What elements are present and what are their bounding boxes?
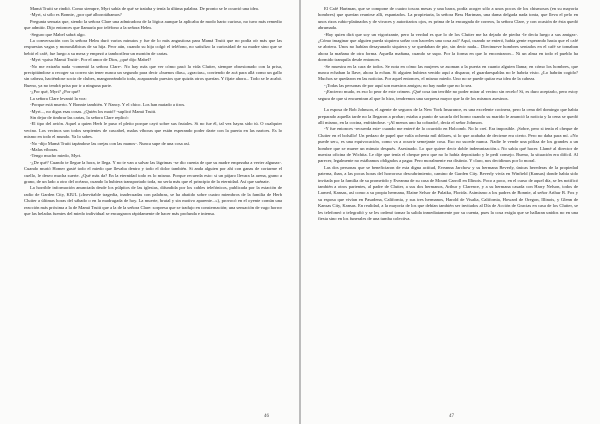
paragraph: -Tengo mucho miedo, Myrt. <box>30 153 82 159</box>
page-number: 46 <box>264 414 269 419</box>
paragraph: -¿Por qué, Myrt? ¿Por qué? <box>30 89 81 95</box>
paragraph: -Porque está muerto. Y Bonnie también. Y Nancy. Y el chico. Los han matado a tiros. <box>30 102 186 108</box>
paragraph: -Myrt -quiso Mamá Truitt-. Por el amor de Dios, ¿qué dijo Mabel? <box>30 57 152 63</box>
paragraph: La horrible información anunciada desde los púlpitos de las iglesias, difundida por los cables telefónicos, publicada por la estación de radio de Garden City, KIUL («Inevitable tragedia, inadecuadas con palabras, se ha abatido sobre cuatro miembros de la familia de Herb Clutter a últimas horas del sábado o en la madrugada de hoy. La muerte, brutal y sin motivo aparente...»), provocó en el oyente común una reacción más próxima a la de Mamá Truitt que a la de la señora Clare: sorpresa que se tradujo en consternación; una sensación de vago horror que las heladas fuentes del miedo individual se encargaron rápidamente de hacer más profunda e intensa. <box>24 185 282 216</box>
left-page-text <box>24 6 282 406</box>
paragraph: La conversación con la señora Helm duró varios minutos y fue de lo más angustiosa para Mamá Truitt que no podía oír más que las respuestas vagas y monosilábicas de su hija. Peor aún, cuando su hija colgó el teléfono, no satisfizo la curiosidad de su madre sino que se bebió el café, fue luego a su mesa y empezó a tamborilear un montón de cartas. <box>24 38 282 56</box>
paragraph: -No -dijo Mamá Truitt tapándose las orejas con las manos-. Nunca supe de una cosa así. <box>30 140 190 146</box>
paragraph: -¿De qué? Cuando te llegue la hora, te llega. Y no te van a salvar las lágrimas -se dio cuenta de que su madre empezaba a verter algunas-. Cuando murió Homer gasté todo el miedo que llevaba dentro y todo el dolor también. Si anda alguien por ahí con ganas de cortarme el cuello, le deseo mucha suerte. ¿Qué más da? En la eternidad todo es lo mismo. Porque recuerda esto: si un pájaro llevara la arena, grano a grano, de un lado a otro del océano, cuando la hubiera transportado toda, no sería más que el principio de la eternidad. Así que suénate. <box>24 159 282 184</box>
paragraph: -Myrt..., no digas esas cosas. ¿Quién los mató? -suplicó Mamá Truitt. <box>30 108 157 114</box>
paragraph: La señora Clare levantó la voz: <box>30 95 87 101</box>
paragraph: -¡Encierro mudo, es eso lo peor de este crimen. ¡Qué cosa tan terrible no poder mirar al vecino sin recelo! Sí, es duro aceptarlo, pero estoy segura de que si encuentran al que lo hizo, tendremos una sorpresa mayor que la de los mismos asesinos. <box>318 89 578 101</box>
paragraph: -Malas víboras. <box>30 146 59 152</box>
paragraph: -Myrt, si sólo es Bonnie, ¿por qué alborotábamos? <box>30 12 122 18</box>
paragraph: -Se muestra en la cara de todos. Se nota en cómo las mujeres se asoman a la puerta en cuanto alguien llama; en cómo los hombres, que nunca echaban la llave, ahora la echan. Si alguien hubiera venido aquí a disparar, el guardaespaldas no le habría visto. ¿Lo habrán cogido? Muchos se quedaron en las noticias. Por aquel entonces, el mismo miedo. Uno no se puede quitar esa idea de la cabeza. <box>318 63 578 82</box>
paragraph: El Café Hartman, que se compone de cuatro toscas mesas y una barra, podía acoger sólo a unos pocos de los chismosos (en su mayoría hombres) que querían reunirse allí, espantados. La propietaria, la señora Bess Hartman, una dama delgada nada tonta, que lleva el pelo en unos rizos rubio-platinados y de vivaces y autoritarios ojos, es prima de la encargada de correos, la señora Clare, y con ocasión de ésta quedó abrumada. <box>318 6 578 31</box>
right-page <box>301 0 600 424</box>
paragraph: -No me extraña nada -comentó la señora Clare-. No hay más que ver cómo pasó la vida Clutter, siempre obsesionado con la prisa, precipitándose a recoger su correo sin tener nunca un segundo para decir «buenos días», «gracias», corriendo de acá para allá como un gallo sin cabeza, haciéndose socio de clubes, mangoneándolo todo, acaparando puestos que quizás otros querían. Y fíjate ahora... Todo se le acabó. Bueno, ya no tendrá prisa por ir a ninguna parte. <box>24 63 282 88</box>
paragraph: -Y fue entonces -recuerda este- cuando me enteré de lo ocurrido en Holcomb. No lo creí. Era imposible. ¡Sobre, pero si tenía el cheque de Clutter en el bolsillo! Un pedazo de papel que valía ochenta mil dólares, si lo que acababa de decirme era cierto. Pero no daba para mí. «No puede ser», es una equivocación, como va a ocurrir semejante cosa. Eso no sucede nunca. Nadie le vende una póliza de los grandes a un hombre que se muere un minuto después. Asesinado. Lo que quiere decir doble indemnización.» No sabía qué hacer. Llamé al director de nuestra oficina de Wichita. Le dije que tenía el cheque pero que no lo había depositado y le pedí consejo. Bueno, la situación era difícil. Al parecer, legalmente no estábamos obligados a pagar. Pero moralmente era distinto. Y claro, nos decidimos por lo moral. <box>318 126 578 164</box>
paragraph: Las dos personas que se beneficiaron de esta digna actitud, Eveanna Jarchow y su hermana Beverly, únicas herederas de la propiedad paterna, iban, a las pocas horas del horroroso descubrimiento, camino de Garden City. Beverly vivía en Winfield (Kansas) donde había sido invitada por la familia de su prometido y Eveanna de su casa de Mount Carroll en Illinois. Poco a poco, en el curso de aquel día, se les notificó también a otros parientes, al padre de Clutter, a sus dos hermanos, Arthur y Clarence, y a su hermana casada con Harry Nelson, todos de Larned, Kansas, así como a su propia hermana, Elaine Selsor de Palatka, Florida. Asimismo a los padres de Bonnie, al señor Arthur B. Fox y su esposa que vivían en Pasadena, California, y sus tres hermanos, Harold de Visalia, California, Howard de Oregon, Illinois, y Glenn de Kansas City, Kansas. En realidad, a la mayoría de los que debían también ser invitados al Día de Acción de Gracias en casa de los Clutter, se les telefoneó o telegrafió y se les ordenó tomar la salida inmediatamente por su cuenta, pues la cosa exigía que se hallaran unidos no en una fiesta sino en los funerales de una tumba colectiva. <box>318 164 578 221</box>
paragraph: -Hay quien dirá que soy un vigorizante, pero la verdad es que lo de los Clutter me ha dejado de piedra -le decía luego a sus amigas-. ¿Cómo imaginar que alguien pueda siquiera soñar con hacerles una cosa así? Aquí, cuando se enteró, había gente esperando hasta que el café se abriera. Unos no habían desayunado siquiera y se quedaban de pie, sin decir nada... Diecinueve hombres sentados en el café se tomaban ahora la mañana de otra forma. Aquella mañana, cuando se supo. Por la forma en que lo encontraron... Ni un alma en todo el pueblo ha dormido tranquila desde entonces. <box>318 31 578 63</box>
paragraph: -Seguro que Mabel sabrá algo. <box>30 31 86 37</box>
right-page-text <box>318 6 578 406</box>
paragraph: Mamá Truitt se rindió. Como siempre, Myrt sabía de qué se trataba y tenía la última palabra. De pronto se le ocurrió una idea. <box>30 6 259 11</box>
paragraph: -El tipo del avión. Aquel a quien Herb le puso el pleito porque cayó sobre sus frutales. Si no fue él, tal vez hayas sido tú. O cualquier vecino. Los vecinos son todos serpientes de cascabel, malas víboras que están esperando poder darte con la puerta en las narices. Es lo mismo en todo el mundo. Ya lo sabes. <box>24 121 282 140</box>
paragraph: -¡Todas las personas de por aquí son nuestros amigos; no hay nadie que no lo sea. <box>324 82 473 88</box>
paragraph: Pregunta sensata que, siendo la señora Clare una admiradora de la lógica aunque la aplicaba de modo harto curioso, no tuvo más remedio que admitir. Dijo entonces que llamaría por teléfono a la señora Helm. <box>24 18 282 31</box>
page-number: 47 <box>449 414 454 419</box>
paragraph: Sin dejar de timbrar las cartas, la señora Clare replicó: <box>30 114 129 120</box>
left-page <box>0 0 299 424</box>
paragraph: La esposa de Bob Johnson, el agente de seguros de la New York Insurance, es una excelente cocinera, pero la cena del domingo que había preparado aquella tarde no la llegaron a probar; estaba a punto de sacarla del horno cuando su marido le anunció la noticia y la cena se quedó allí mismo, en la cocina, enfriándose. -¡Al menos uno ha cobrado!, decía el señor Johnson. <box>318 107 578 125</box>
